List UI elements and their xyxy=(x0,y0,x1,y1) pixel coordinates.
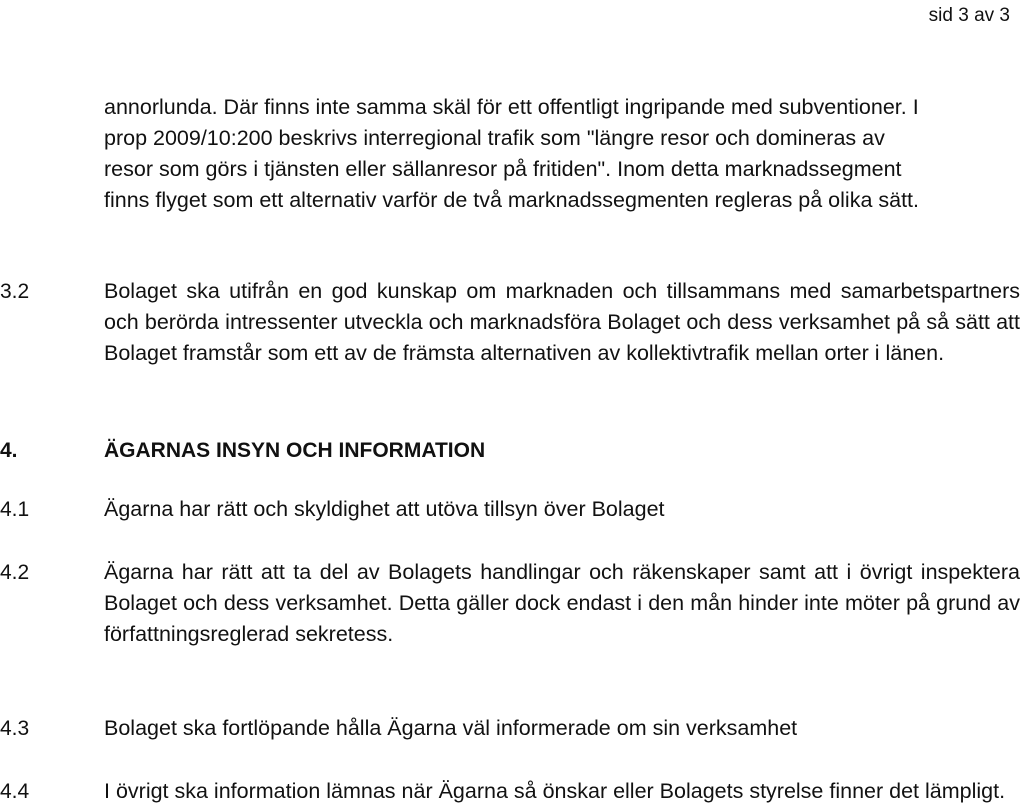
section-number: 4. xyxy=(0,439,18,462)
intro-paragraph: annorlunda. Där finns inte samma skäl för ett offentligt ingripande med subventioner. I prop 2009/10:200 beskrivs interregional trafik som "längre resor och domineras av resor som görs i tjänsten eller sällanresor på fritiden". Inom detta marknadssegment finns flyget som ett alternativ varför de två marknadssegmenten regleras på olika sätt. xyxy=(104,95,920,212)
section-text: Bolaget ska fortlöpande hålla Ägarna väl informerade om sin verksamhet xyxy=(104,716,798,740)
section-number: 4.3 xyxy=(0,717,30,740)
section-number: 4.4 xyxy=(0,780,30,803)
section-text: I övrigt ska information lämnas när Ägarna så önskar eller Bolagets styrelse finner det lämpligt. xyxy=(104,779,1006,803)
section-text: Ägarna har rätt och skyldighet att utöva tillsyn över Bolaget xyxy=(104,497,665,521)
section-number: 4.2 xyxy=(0,561,30,584)
section-heading: ÄGARNAS INSYN OCH INFORMATION xyxy=(104,439,486,462)
section-text: Ägarna har rätt att ta del av Bolagets handlingar och räkenskaper samt att i övrigt inspektera Bolaget och dess verksamhet. Detta gäller dock endast i den mån hinder inte möter på grund av författningsreglerad sekretess. xyxy=(104,560,1020,646)
section-text: Bolaget ska utifrån en god kunskap om marknaden och tillsammans med samarbetspartners och berörda intressenter utveckla och marknadsföra Bolaget och dess verksamhet på så sätt att Bolaget framstår som ett av de främsta alternativen av kollektivtrafik mellan orter i länen. xyxy=(104,279,1020,365)
section-number: 3.2 xyxy=(0,280,30,303)
page-number: sid 3 av 3 xyxy=(928,5,1010,26)
section-number: 4.1 xyxy=(0,498,30,521)
